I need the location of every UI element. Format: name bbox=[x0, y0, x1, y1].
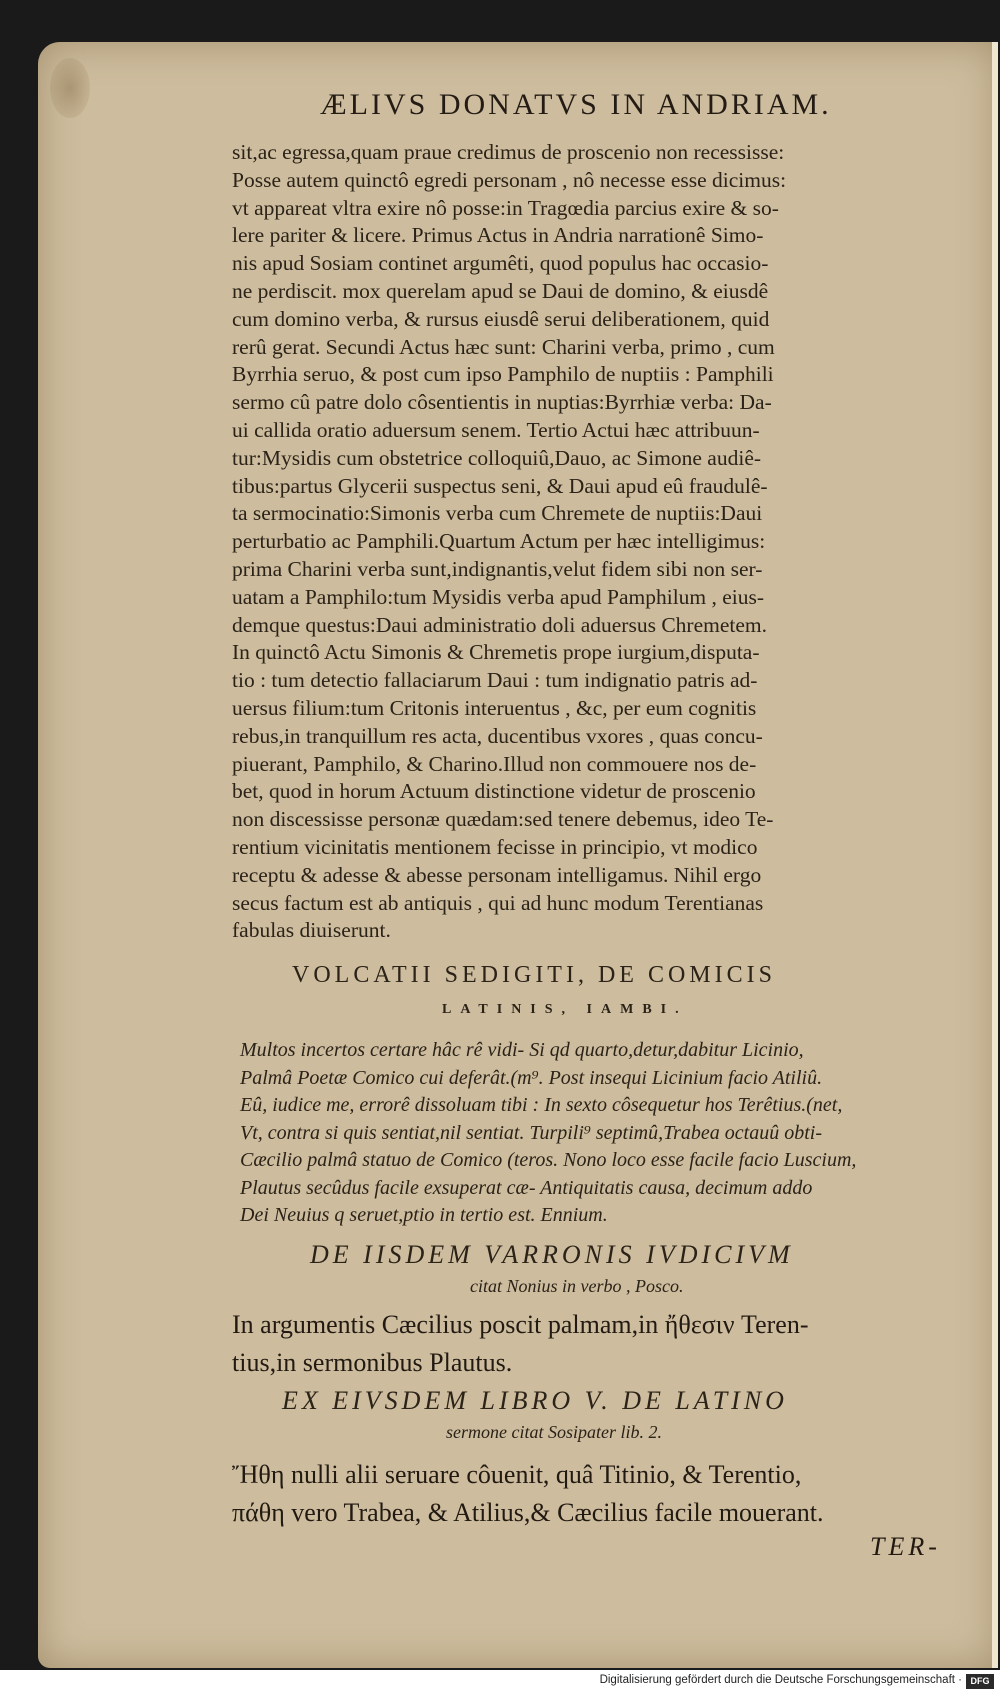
body-line: secus factum est ab antiquis , qui ad hunc modum Terentianas bbox=[232, 890, 764, 915]
body-line: bet, quod in horum Actuum distinctione videtur de proscenio bbox=[232, 779, 756, 804]
body-line: In quinctô Actu Simonis & Chremetis prope iurgium,disputa- bbox=[232, 640, 760, 665]
body-line: uatam a Pamphilo:tum Mysidis verba apud Pamphilum , eius- bbox=[232, 584, 765, 609]
para-varro-line1: In argumentis Cæcilius poscit palmam,in ἤθεσιν Teren- bbox=[232, 1310, 809, 1339]
body-line: non discessisse personæ quædam:sed tenere debemus, ideo Te- bbox=[232, 807, 774, 832]
body-line: lere pariter & licere. Primus Actus in Andria narrationê Simo- bbox=[232, 223, 764, 248]
verse-line: Dei Neuius q seruet,ptio in tertio est. Ennium. bbox=[240, 1204, 608, 1226]
verse-line: Plautus secûdus facile exsuperat cæ- Antiquitatis causa, decimum addo bbox=[240, 1176, 813, 1199]
para-varro-line2: tius,in sermonibus Plautus. bbox=[232, 1348, 513, 1377]
body-line: Byrrhia seruo, & post cum ipso Pamphilo de nuptiis : Pamphili bbox=[232, 362, 774, 387]
body-line: receptu & adesse & abesse personam intelligamus. Nihil ergo bbox=[232, 862, 762, 887]
verse-line: Multos incertos certare hâc rê vidi- Si qd quarto,detur,dabitur Licinio, bbox=[240, 1039, 804, 1061]
page-stain bbox=[50, 58, 90, 118]
body-line: tibus:partus Glycerii suspectus seni, & Daui apud eû fraudulê- bbox=[232, 473, 768, 498]
body-line: demque questus:Daui administratio doli aduersus Chremetem. bbox=[232, 612, 768, 637]
body-line: tio : tum detectio fallaciarum Daui : tum indignatio patris ad- bbox=[232, 668, 758, 693]
body-line: rentium vicinitatis mentionem fecisse in principio, vt modico bbox=[232, 835, 758, 859]
body-line: ta sermocinatio:Simonis verba cum Chremete de nuptiis:Daui bbox=[232, 501, 763, 526]
heading-volcatii-line1: VOLCATII SEDIGITI, DE COMICIS bbox=[292, 962, 776, 988]
para-liber-line1: Ἤθη nulli alii seruare côuenit, quâ Titinio, & Terentio, bbox=[232, 1460, 802, 1489]
verse-line: Vt, contra si quis sentiat,nil sentiat. Turpili⁹ septimû,Trabea octauû obti- bbox=[240, 1121, 822, 1144]
body-line: cum domino verba, & rursus eiusdê serui deliberationem, quid bbox=[232, 306, 770, 331]
body-line: piuerant, Pamphilo, & Charino.Illud non commouere nos de- bbox=[232, 751, 757, 776]
verse-line: Palmâ Poetæ Comico cui deferât.(m⁹. Post insequi Licinium facio Atiliû. bbox=[240, 1066, 823, 1089]
body-line: sermo cû patre dolo côsentientis in nuptias:Byrrhiæ verba: Da- bbox=[232, 390, 772, 415]
body-line: vt appareat vltra exire nô posse:in Tragœdia parcius exire & so- bbox=[232, 195, 779, 220]
body-line: tur:Mysidis cum obstetrice colloquiû,Dauo, ac Simone audiê- bbox=[232, 445, 762, 470]
body-line: ui callida oratio aduersum senem. Tertio Actui hæc attribuun- bbox=[232, 418, 760, 442]
body-line: nis apud Sosiam continet argumêti, quod populus hac occasio- bbox=[232, 251, 769, 276]
page-edge bbox=[992, 42, 998, 1668]
body-line: perturbatio ac Pamphili.Quartum Actum per hæc intelligimus: bbox=[232, 529, 766, 554]
body-line: rebus,in tranquillum res acta, ducentibus vxores , quas concu- bbox=[232, 723, 763, 748]
footer-credit: Digitalisierung gefördert durch die Deutsche Forschungsgemeinschaft · bbox=[599, 1674, 962, 1686]
para-liber-line2: πάθη vero Trabea, & Atilius,& Cæcilius facile mouerant. bbox=[232, 1498, 824, 1527]
catchword: TER- bbox=[870, 1532, 941, 1561]
verse-line: Eû, iudice me, errorê dissoluam tibi : In sexto côsequetur hos Terêtius.(net, bbox=[240, 1094, 843, 1116]
dfg-logo-icon: DFG bbox=[966, 1674, 994, 1689]
body-line: Posse autem quinctô egredi personam , nô necesse esse dicimus: bbox=[232, 167, 787, 192]
body-line: sit,ac egressa,quam praue credimus de proscenio non recessisse: bbox=[232, 140, 785, 164]
body-line: uersus filium:tum Critonis interuentus , &c, per eum cognitis bbox=[232, 696, 757, 720]
verse-line: Cæcilio palmâ statuo de Comico (teros. Nono loco esse facile facio Luscium, bbox=[240, 1149, 857, 1171]
body-line: rerû gerat. Secundi Actus hæc sunt: Charini verba, primo , cum bbox=[232, 334, 775, 359]
body-line: ne perdiscit. mox querelam apud se Daui de domino, & eiusdê bbox=[232, 279, 769, 303]
heading-liber-line1: EX EIVSDEM LIBRO V. DE LATINO bbox=[282, 1386, 788, 1415]
body-line: prima Charini verba sunt,indignantis,velut fidem sibi non ser- bbox=[232, 557, 763, 581]
heading-varro-line1: DE IISDEM VARRONIS IVDICIVM bbox=[310, 1240, 794, 1269]
heading-volcatii-line2: LATINIS, IAMBI. bbox=[442, 1002, 688, 1017]
heading-liber-line2: sermone citat Sosipater lib. 2. bbox=[446, 1422, 662, 1442]
body-line: fabulas diuiserunt. bbox=[232, 918, 391, 943]
heading-varro-line2: citat Nonius in verbo , Posco. bbox=[470, 1276, 684, 1296]
running-head: ÆLIVS DONATVS IN ANDRIAM. bbox=[320, 88, 832, 121]
footer-bar bbox=[0, 1670, 1000, 1694]
